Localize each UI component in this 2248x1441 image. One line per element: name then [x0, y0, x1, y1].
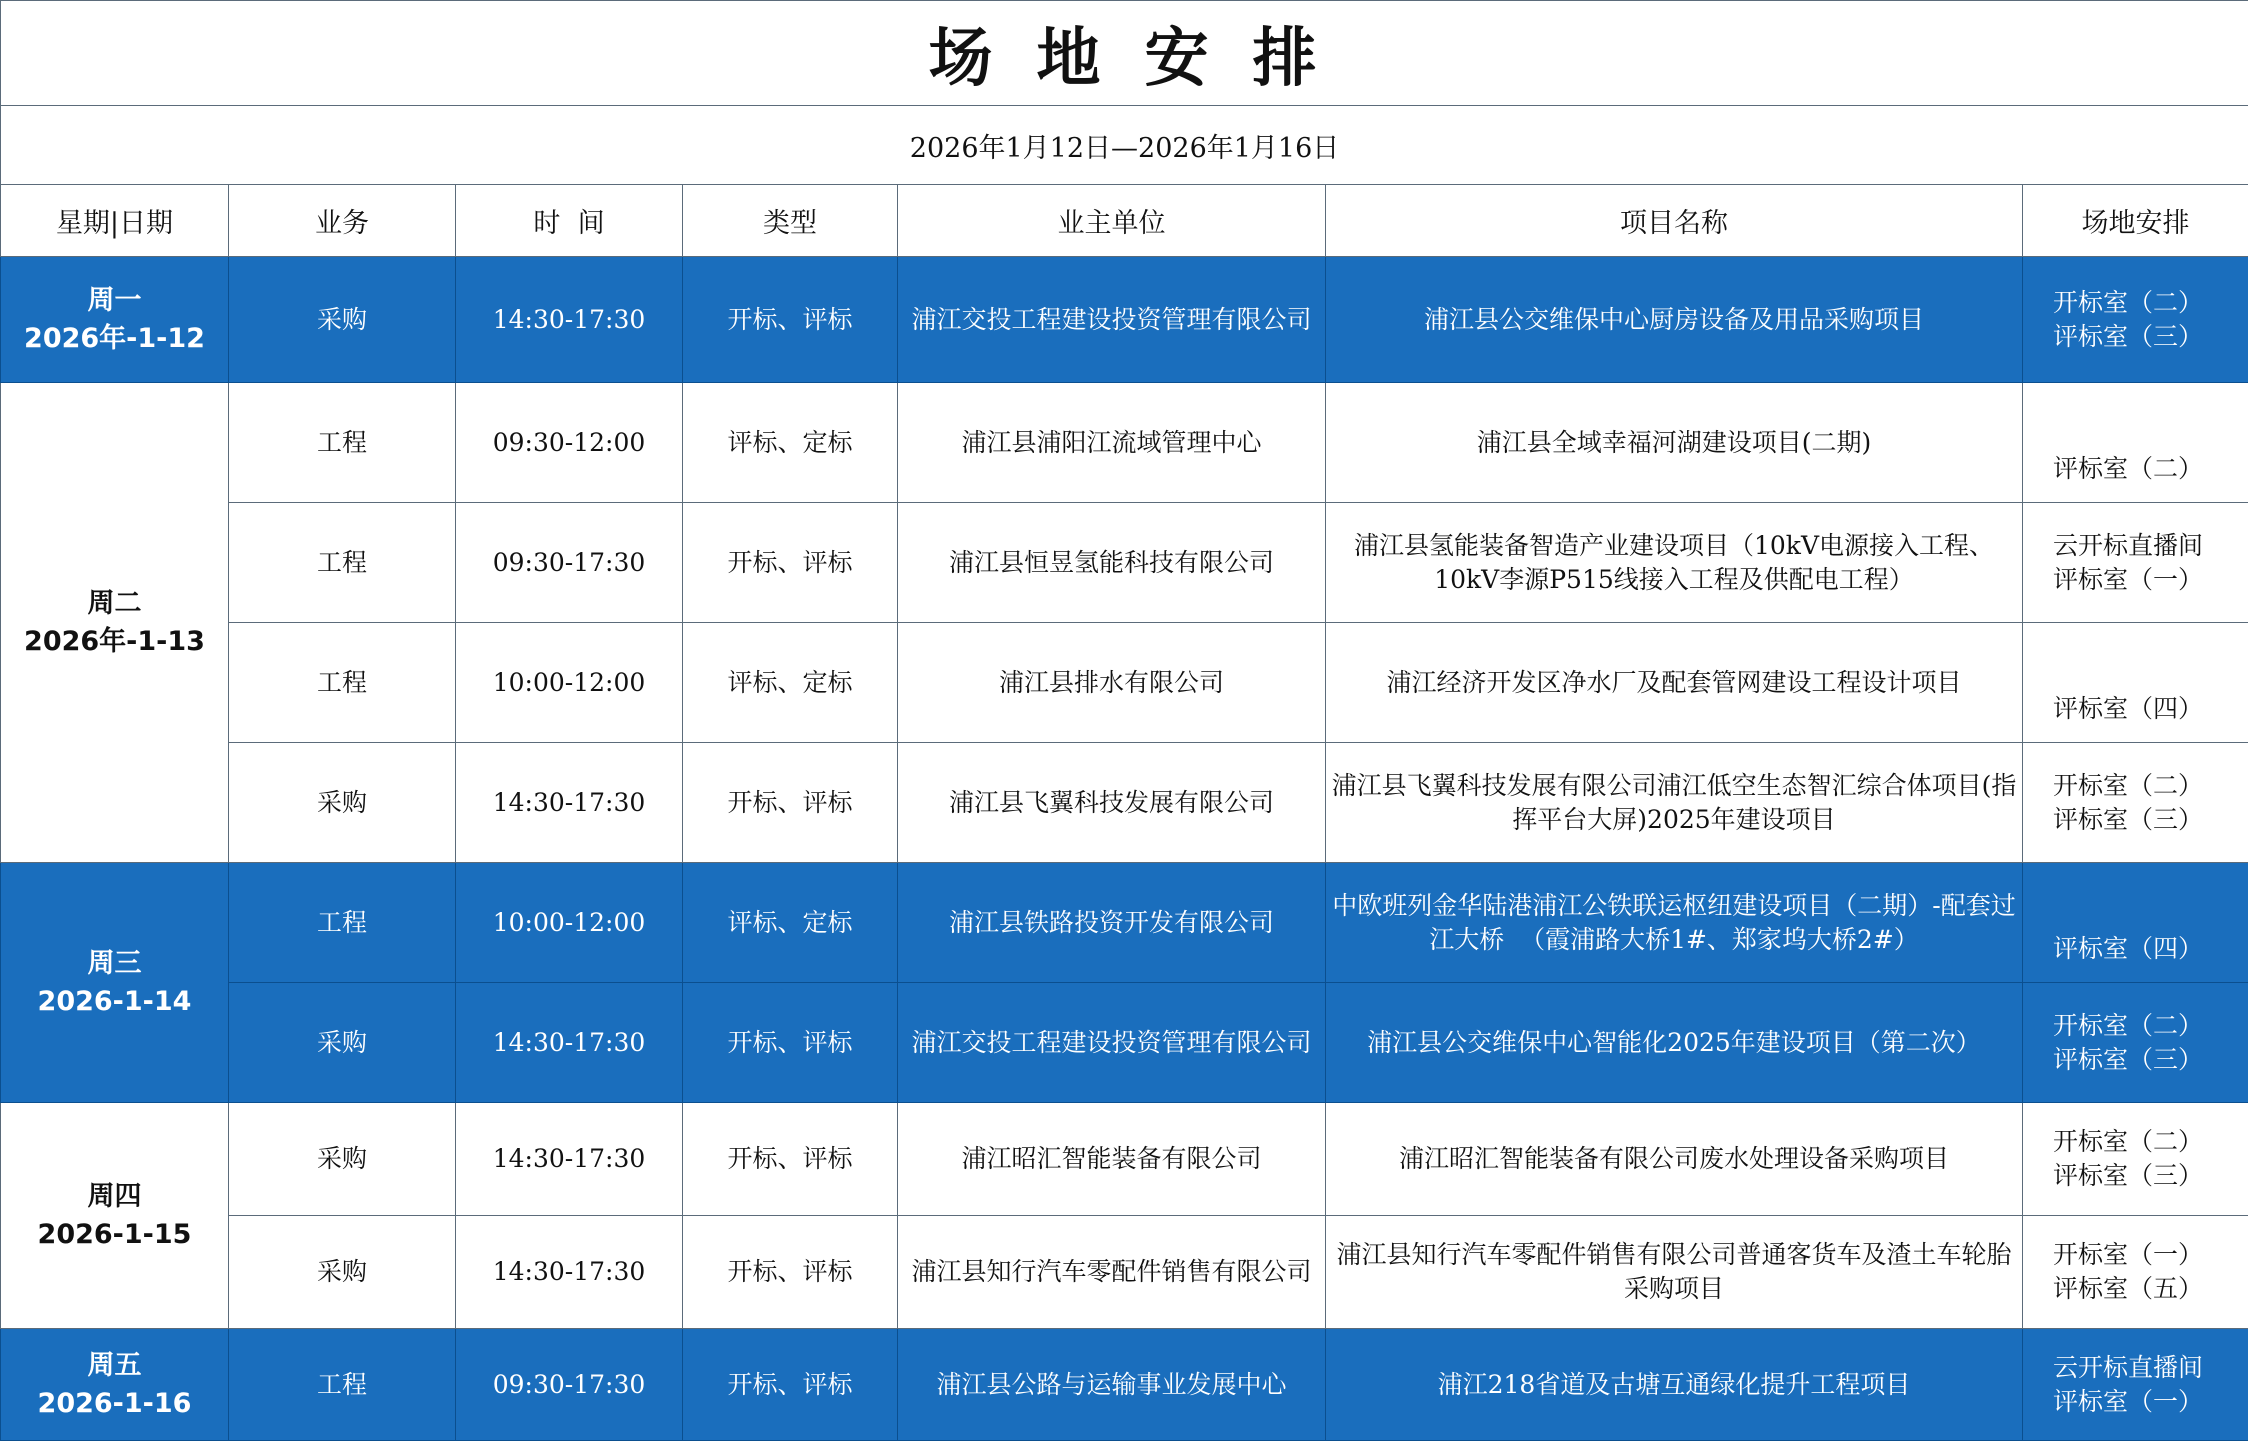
- venue-cell: [2023, 983, 2248, 1103]
- venue-line: 评标室（三）: [2053, 804, 2204, 834]
- owner-cell: 浦江县公路与运输事业发展中心: [898, 1329, 1326, 1441]
- table-row: [1, 257, 2248, 383]
- date-label: 2026年-1-13: [24, 625, 205, 657]
- time-cell: 14:30-17:30: [456, 1216, 683, 1329]
- time-cell: 14:30-17:30: [456, 983, 683, 1103]
- weekday-label: 周二: [87, 587, 142, 619]
- table-row: [1, 1216, 2248, 1329]
- venue-line: 云开标直播间: [2053, 1352, 2204, 1382]
- business-cell: 采购: [229, 1216, 456, 1329]
- header-owner: 业主单位: [898, 185, 1326, 257]
- venue-line: 评标室（三）: [2053, 321, 2204, 351]
- project-cell: 浦江经济开发区净水厂及配套管网建设工程设计项目: [1326, 623, 2023, 743]
- owner-cell: 浦江县飞翼科技发展有限公司: [898, 743, 1326, 863]
- venue-line: 评标室（一）: [2053, 564, 2204, 594]
- owner-cell: 浦江县排水有限公司: [898, 623, 1326, 743]
- venue-line: 开标室（二）: [2053, 770, 2204, 800]
- owner-cell: 浦江昭汇智能装备有限公司: [898, 1103, 1326, 1216]
- project-cell: 浦江县全域幸福河湖建设项目(二期): [1326, 383, 2023, 503]
- weekday-label: 周三: [87, 947, 142, 979]
- time-cell: 14:30-17:30: [456, 743, 683, 863]
- weekday-label: 周一: [87, 284, 142, 316]
- weekday-label: 周四: [87, 1180, 142, 1212]
- date-label: 2026-1-15: [37, 1218, 192, 1250]
- table-header: [1, 185, 2248, 257]
- time-cell: 14:30-17:30: [456, 1103, 683, 1216]
- owner-cell: 浦江交投工程建设投资管理有限公司: [898, 983, 1326, 1103]
- type-cell: 评标、定标: [683, 863, 898, 983]
- day-cell: [1, 1329, 229, 1441]
- business-cell: 工程: [229, 623, 456, 743]
- type-cell: 评标、定标: [683, 623, 898, 743]
- day-cell: [1, 863, 229, 1103]
- time-cell: 09:30-17:30: [456, 1329, 683, 1441]
- type-cell: 开标、评标: [683, 983, 898, 1103]
- venue-line: 评标室（四）: [2053, 694, 2204, 723]
- owner-cell: 浦江县铁路投资开发有限公司: [898, 863, 1326, 983]
- project-cell: 浦江县公交维保中心厨房设备及用品采购项目: [1326, 257, 2023, 383]
- business-cell: 采购: [229, 743, 456, 863]
- venue-line: 评标室（三）: [2053, 1161, 2204, 1190]
- table-row: [1, 623, 2248, 743]
- type-cell: 开标、评标: [683, 1216, 898, 1329]
- date-label: 2026-1-14: [37, 985, 192, 1017]
- type-cell: 开标、评标: [683, 1103, 898, 1216]
- header-time: 时 间: [456, 185, 683, 257]
- project-cell: 浦江县公交维保中心智能化2025年建设项目（第二次）: [1326, 983, 2023, 1103]
- venue-line: 云开标直播间: [2053, 530, 2204, 560]
- venue-cell: [2023, 257, 2248, 383]
- time-cell: 09:30-12:00: [456, 383, 683, 503]
- venue-cell: [2023, 1329, 2248, 1441]
- time-cell: 10:00-12:00: [456, 863, 683, 983]
- business-cell: 工程: [229, 383, 456, 503]
- weekday-label: 周五: [87, 1349, 142, 1381]
- venue-cell: [2023, 863, 2248, 983]
- venue-line: 评标室（二）: [2053, 454, 2204, 483]
- owner-cell: 浦江交投工程建设投资管理有限公司: [898, 257, 1326, 383]
- project-cell: 浦江县飞翼科技发展有限公司浦江低空生态智汇综合体项目(指挥平台大屏)2025年建设项目: [1326, 743, 2023, 863]
- table-row: [1, 1329, 2248, 1441]
- day-cell: [1, 383, 229, 863]
- venue-line: 评标室（四）: [2053, 934, 2204, 963]
- business-cell: 采购: [229, 983, 456, 1103]
- date-range: 2026年1月12日—2026年1月16日: [1, 106, 2248, 185]
- time-cell: 10:00-12:00: [456, 623, 683, 743]
- business-cell: 工程: [229, 503, 456, 623]
- venue-cell: [2023, 1103, 2248, 1216]
- business-cell: 工程: [229, 1329, 456, 1441]
- owner-cell: 浦江县知行汽车零配件销售有限公司: [898, 1216, 1326, 1329]
- business-cell: 工程: [229, 863, 456, 983]
- page-title: 场地安排: [1, 1, 2248, 106]
- venue-line: 开标室（二）: [2053, 1010, 2204, 1040]
- project-cell: 浦江昭汇智能装备有限公司废水处理设备采购项目: [1326, 1103, 2023, 1216]
- type-cell: 开标、评标: [683, 1329, 898, 1441]
- venue-cell: [2023, 1216, 2248, 1329]
- project-cell: 浦江县知行汽车零配件销售有限公司普通客货车及渣土车轮胎采购项目: [1326, 1216, 2023, 1329]
- venue-line: 开标室（二）: [2053, 287, 2204, 317]
- header-type: 类型: [683, 185, 898, 257]
- header-venue: 场地安排: [2023, 185, 2248, 257]
- type-cell: 评标、定标: [683, 383, 898, 503]
- business-cell: 采购: [229, 257, 456, 383]
- table-row: [1, 983, 2248, 1103]
- project-cell: 浦江县氢能装备智造产业建设项目（10kV电源接入工程、10kV李源P515线接入工程及供配电工程）: [1326, 503, 2023, 623]
- header-business: 业务: [229, 185, 456, 257]
- venue-line: 评标室（五）: [2053, 1274, 2204, 1303]
- business-cell: 采购: [229, 1103, 456, 1216]
- type-cell: 开标、评标: [683, 257, 898, 383]
- venue-cell: [2023, 623, 2248, 743]
- owner-cell: 浦江县恒昱氢能科技有限公司: [898, 503, 1326, 623]
- header-project: 项目名称: [1326, 185, 2023, 257]
- venue-line: 评标室（一）: [2053, 1386, 2204, 1416]
- venue-line: 开标室（一）: [2053, 1240, 2204, 1269]
- time-cell: 14:30-17:30: [456, 257, 683, 383]
- venue-cell: [2023, 743, 2248, 863]
- venue-line: 评标室（三）: [2053, 1044, 2204, 1074]
- header-weekday-date: 星期|日期: [1, 185, 229, 257]
- project-cell: 浦江218省道及古塘互通绿化提升工程项目: [1326, 1329, 2023, 1441]
- table-row: [1, 503, 2248, 623]
- type-cell: 开标、评标: [683, 503, 898, 623]
- project-cell: 中欧班列金华陆港浦江公铁联运枢纽建设项目（二期）-配套过江大桥 （霞浦路大桥1#、郑家坞大桥2#）: [1326, 863, 2023, 983]
- venue-line: 开标室（二）: [2053, 1127, 2204, 1156]
- date-label: 2026-1-16: [37, 1387, 192, 1419]
- table-row: [1, 1103, 2248, 1216]
- date-label: 2026年-1-12: [24, 322, 205, 354]
- owner-cell: 浦江县浦阳江流域管理中心: [898, 383, 1326, 503]
- table-row: [1, 383, 2248, 503]
- venue-cell: [2023, 383, 2248, 503]
- day-cell: [1, 1103, 229, 1329]
- time-cell: 09:30-17:30: [456, 503, 683, 623]
- venue-cell: [2023, 503, 2248, 623]
- day-cell: [1, 257, 229, 383]
- table-row: [1, 743, 2248, 863]
- type-cell: 开标、评标: [683, 743, 898, 863]
- table-row: [1, 863, 2248, 983]
